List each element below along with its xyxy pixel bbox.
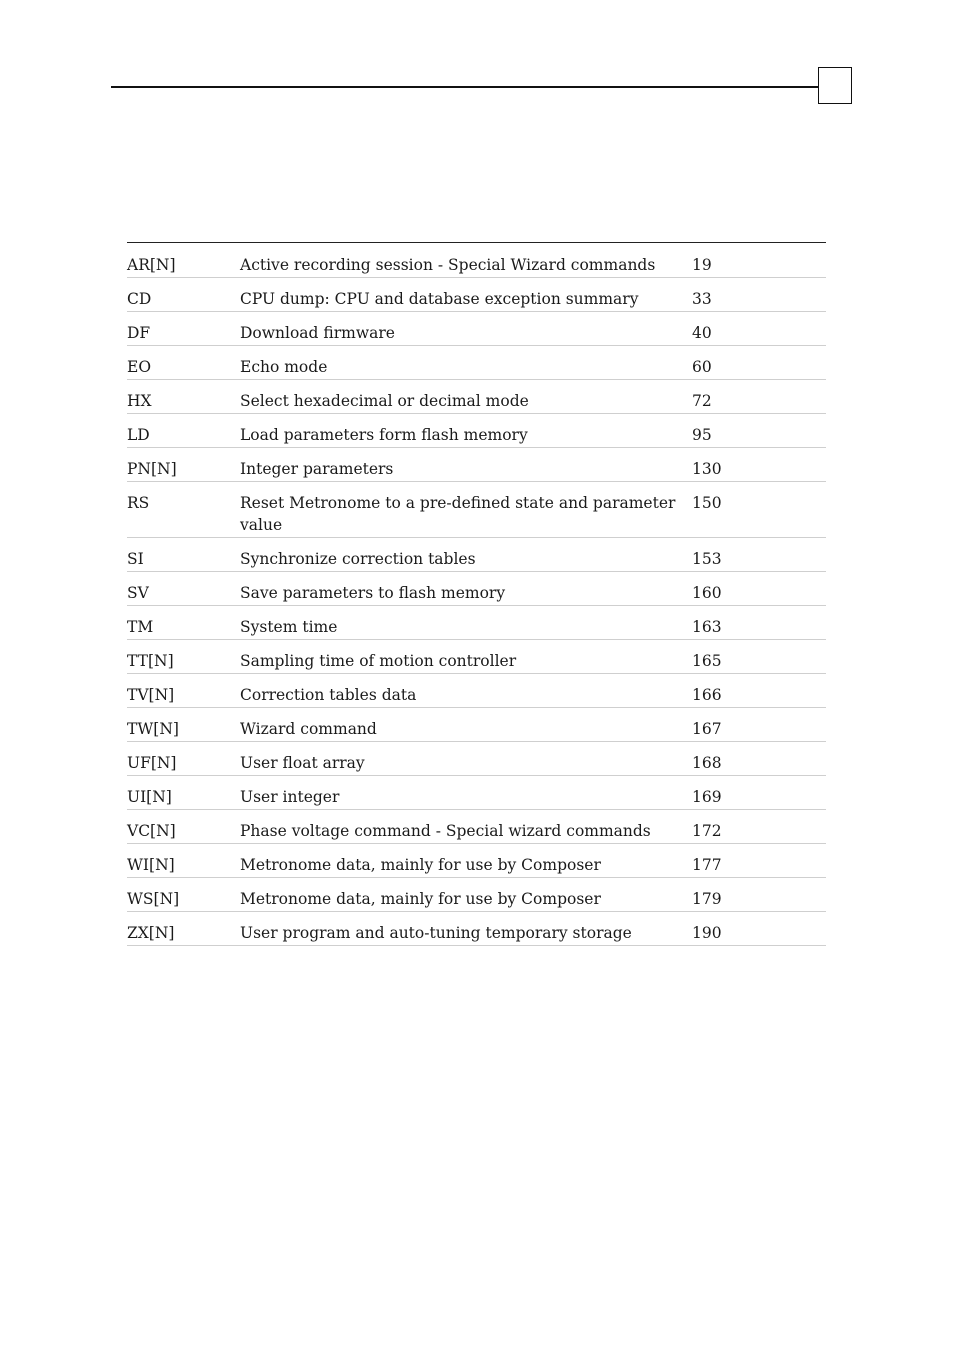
page-reference: 33 — [692, 290, 712, 308]
command-code: HX — [127, 392, 152, 410]
command-code: TT[N] — [127, 652, 174, 670]
table-row — [127, 878, 826, 912]
page-reference: 95 — [692, 426, 712, 444]
command-code: TW[N] — [127, 720, 179, 738]
page-reference: 40 — [692, 324, 712, 342]
command-code: UI[N] — [127, 788, 172, 806]
page-reference: 169 — [692, 788, 722, 806]
page-reference: 190 — [692, 924, 722, 942]
command-description: Phase voltage command - Special wizard commands — [240, 822, 651, 840]
page-reference: 130 — [692, 460, 722, 478]
command-description: Load parameters form flash memory — [240, 426, 528, 444]
command-description: Save parameters to flash memory — [240, 584, 506, 602]
command-code: DF — [127, 324, 151, 342]
page-reference: 19 — [692, 256, 712, 274]
command-code: SV — [127, 584, 149, 602]
table-row — [127, 346, 826, 380]
command-code: EO — [127, 358, 152, 376]
header-rule — [111, 86, 819, 88]
command-code: TM — [127, 618, 154, 636]
table-row — [127, 606, 826, 640]
table-row — [127, 380, 826, 414]
command-description: User program and auto-tuning temporary storage — [240, 924, 632, 942]
page-number-box — [818, 67, 852, 104]
table-row — [127, 674, 826, 708]
page-reference: 168 — [692, 754, 722, 772]
page-reference: 163 — [692, 618, 722, 636]
page-reference: 160 — [692, 584, 722, 602]
command-description: Correction tables data — [240, 686, 417, 704]
table-row — [127, 538, 826, 572]
command-description: Metronome data, mainly for use by Composer — [240, 856, 601, 874]
command-description: Echo mode — [240, 358, 328, 376]
command-description: Integer parameters — [240, 460, 394, 478]
command-code: WI[N] — [127, 856, 175, 874]
page-reference: 72 — [692, 392, 712, 410]
command-description: CPU dump: CPU and database exception summary — [240, 290, 639, 308]
table-row — [127, 572, 826, 606]
command-description: Reset Metronome to a pre-defined state and parameter value — [240, 494, 676, 534]
command-code: SI — [127, 550, 144, 568]
page-reference: 167 — [692, 720, 722, 738]
command-description: Metronome data, mainly for use by Composer — [240, 890, 601, 908]
command-description: Synchronize correction tables — [240, 550, 476, 568]
table-row — [127, 708, 826, 742]
command-description: Sampling time of motion controller — [240, 652, 517, 670]
table-row — [127, 448, 826, 482]
table-row — [127, 742, 826, 776]
table-row — [127, 414, 826, 448]
table-row — [127, 312, 826, 346]
command-code: WS[N] — [127, 890, 180, 908]
command-code: RS — [127, 494, 150, 512]
table-row — [127, 810, 826, 844]
command-code: CD — [127, 290, 152, 308]
table-row — [127, 482, 826, 538]
command-description: System time — [240, 618, 338, 636]
page-reference: 60 — [692, 358, 712, 376]
table-row — [127, 776, 826, 810]
table-row — [127, 640, 826, 674]
command-table — [127, 242, 826, 946]
table-row — [127, 278, 826, 312]
command-description: Active recording session - Special Wizard commands — [240, 256, 656, 274]
page-reference: 165 — [692, 652, 722, 670]
page-reference: 179 — [692, 890, 722, 908]
command-code: PN[N] — [127, 460, 177, 478]
table-row — [127, 912, 826, 946]
command-code: LD — [127, 426, 150, 444]
page-reference: 172 — [692, 822, 722, 840]
command-code: VC[N] — [127, 822, 176, 840]
command-code: TV[N] — [127, 686, 175, 704]
command-description: Wizard command — [240, 720, 377, 738]
page-reference: 166 — [692, 686, 722, 704]
page-reference: 150 — [692, 494, 722, 512]
table-row — [127, 844, 826, 878]
page-reference: 177 — [692, 856, 722, 874]
table-row — [127, 243, 826, 278]
command-description: User integer — [240, 788, 340, 806]
command-code: ZX[N] — [127, 924, 175, 942]
page-reference: 153 — [692, 550, 722, 568]
command-description: User float array — [240, 754, 365, 772]
command-code: UF[N] — [127, 754, 177, 772]
command-description: Select hexadecimal or decimal mode — [240, 392, 529, 410]
command-description: Download firmware — [240, 324, 395, 342]
command-code: AR[N] — [127, 256, 176, 274]
